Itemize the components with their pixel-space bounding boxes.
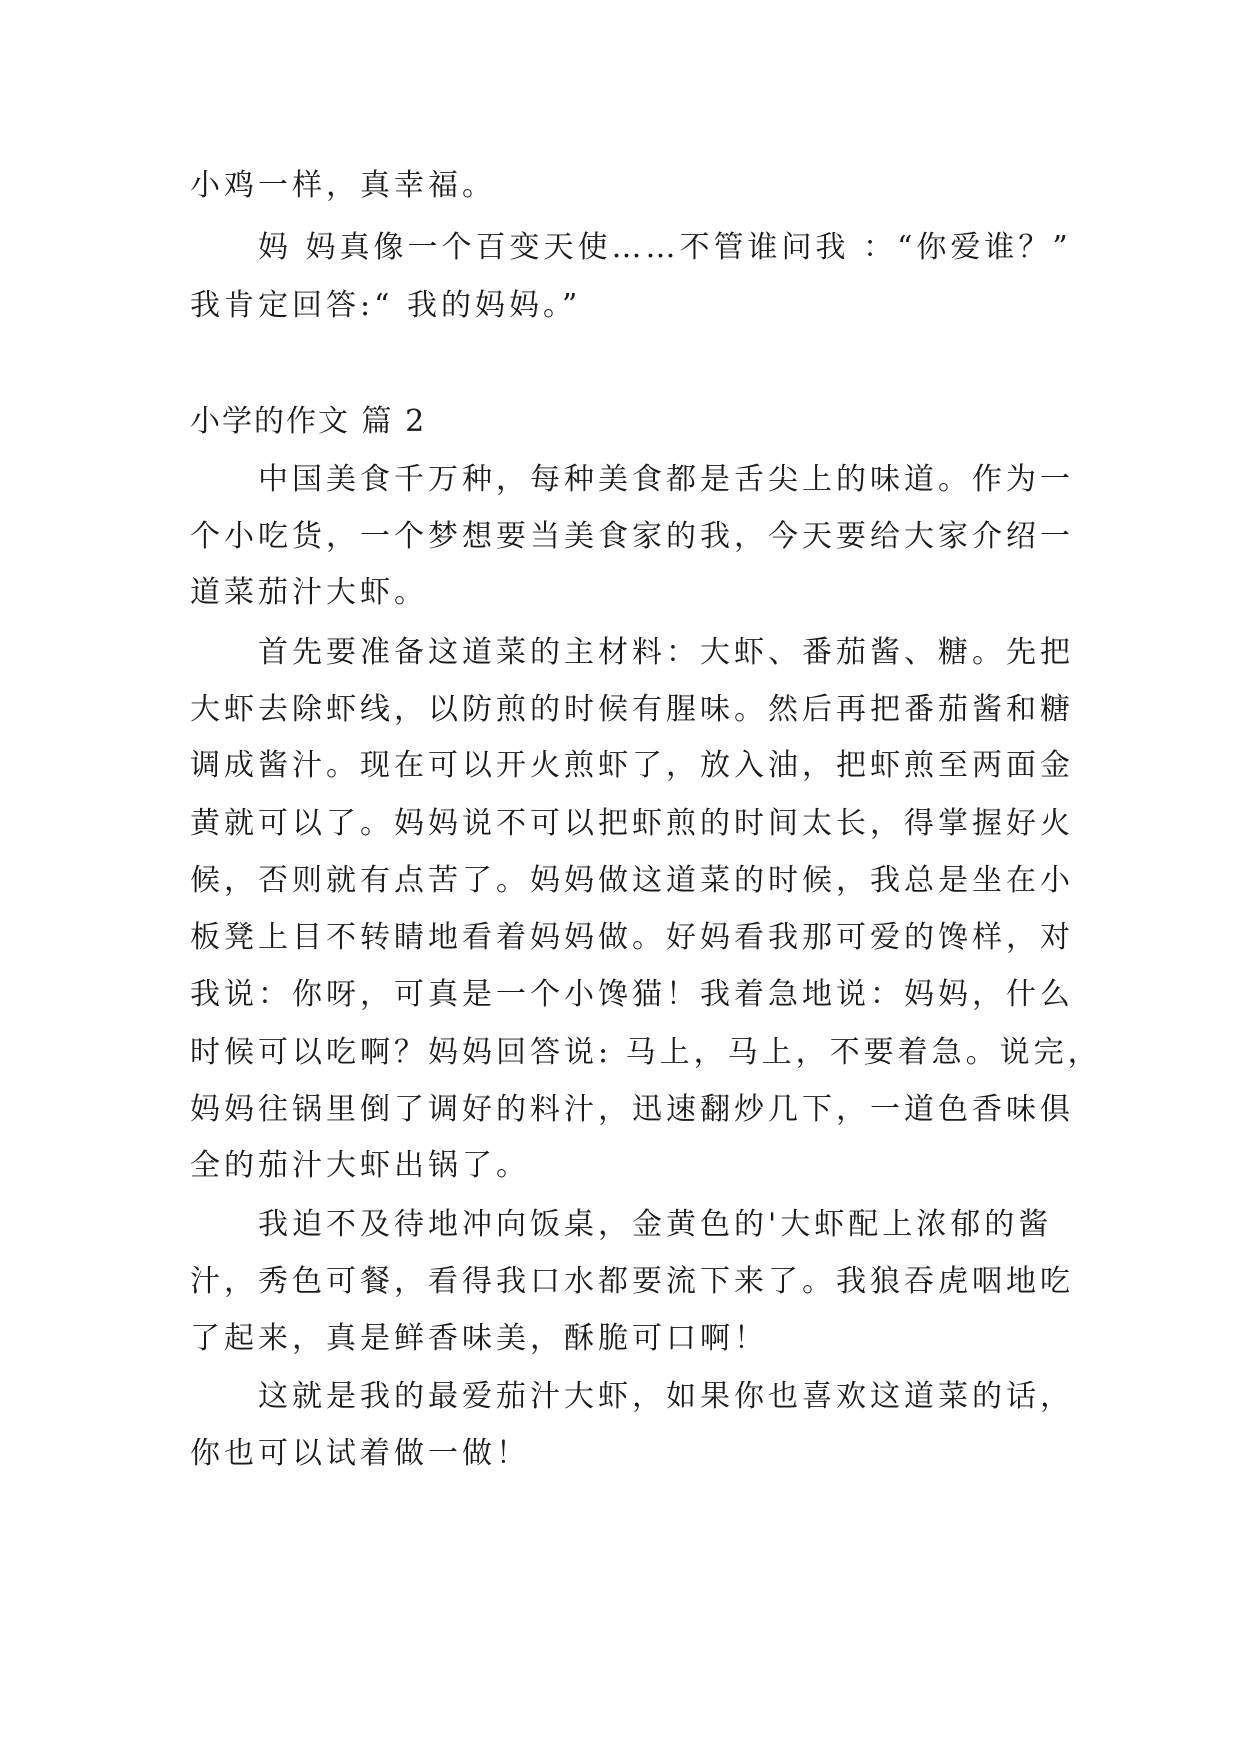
text-line: 小鸡一样，真幸福。 bbox=[190, 168, 496, 203]
text-line: 首先要准备这道菜的主材料：大虾、番茄酱、糖。先把 bbox=[258, 635, 1074, 670]
text-line: 时候可以吃啊？妈妈回答说: 马上，马上，不要着急。说完， bbox=[190, 1035, 1102, 1070]
text-line: 我肯定回答:“ 我的妈妈。” bbox=[190, 288, 582, 323]
text-line: 了起来，真是鲜香味美，酥脆可口啊！ bbox=[190, 1321, 768, 1356]
text-line: 这就是我的最爱茄汁大虾，如果你也喜欢这道菜的话， bbox=[258, 1379, 1074, 1414]
text-line: 我说：你呀，可真是一个小馋猫！我着急地说：妈妈，什么 bbox=[190, 977, 1074, 1012]
text-line: 黄就可以了。妈妈说不可以把虾煎的时间太长，得掌握好火 bbox=[190, 806, 1074, 841]
text-line: 个小吃货，一个梦想要当美食家的我，今天要给大家介绍一 bbox=[190, 519, 1074, 554]
text-line: 妈妈往锅里倒了调好的料汁，迅速翻炒几下，一道色香味俱 bbox=[190, 1092, 1074, 1127]
section-heading: 小学的作文 篇 2 bbox=[190, 404, 427, 439]
text-line: 调成酱汁。现在可以开火煎虾了，放入油，把虾煎至两面金 bbox=[190, 748, 1074, 783]
text-line: 板凳上目不转睛地看着妈妈做。好妈看我那可爱的馋样，对 bbox=[190, 920, 1074, 955]
text-line: 我迫不及待地冲向饭桌，金黄色的'大虾配上浓郁的酱 bbox=[258, 1207, 1053, 1242]
text-line: 大虾去除虾线，以防煎的时候有腥味。然后再把番茄酱和糖 bbox=[190, 692, 1074, 727]
text-line: 候，否则就有点苦了。妈妈做这道菜的时候，我总是坐在小 bbox=[190, 863, 1074, 898]
text-line: 道菜茄汁大虾。 bbox=[190, 575, 428, 610]
text-line: 中国美食千万种，每种美食都是舌尖上的味道。作为一 bbox=[258, 462, 1074, 497]
text-line: 你也可以试着做一做！ bbox=[190, 1436, 530, 1471]
text-line: 妈 妈真像一个百变天使……不管谁问我 ：“你爱谁？” bbox=[258, 230, 1072, 265]
text-line: 全的茄汁大虾出锅了。 bbox=[190, 1148, 530, 1183]
text-line: 汁，秀色可餐，看得我口水都要流下来了。我狼吞虎咽地吃 bbox=[190, 1264, 1074, 1299]
